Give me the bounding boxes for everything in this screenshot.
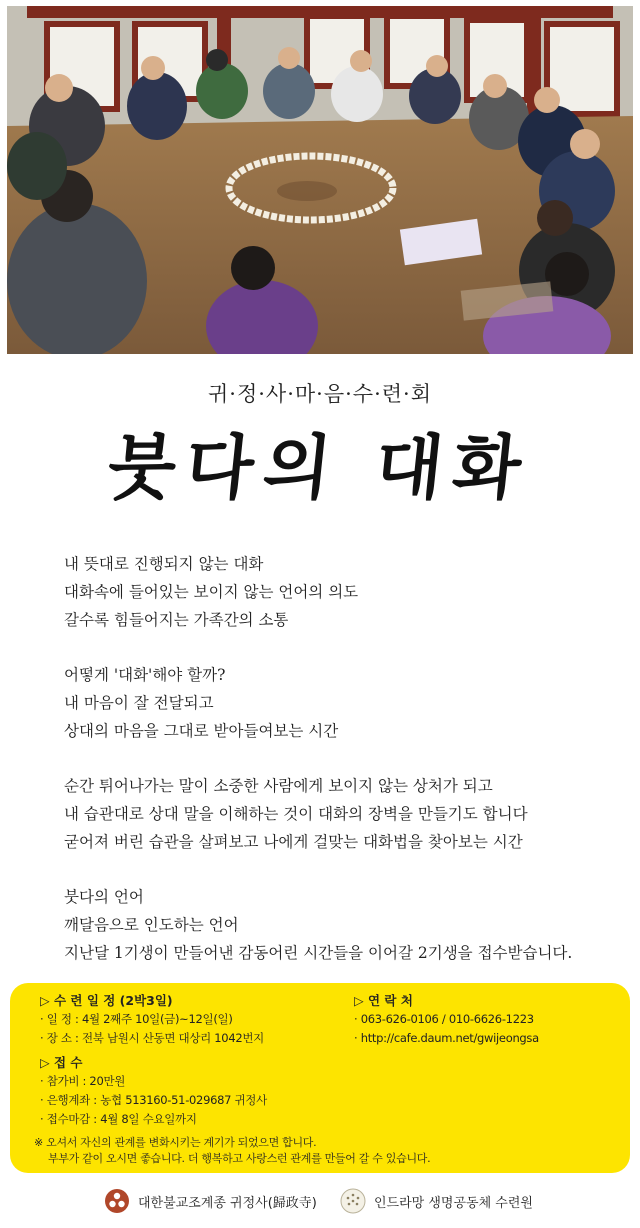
intro-paragraph-2 (64, 661, 624, 745)
contact-phone: · 063-626-0106 / 010-6626-1223 (354, 1012, 534, 1026)
contact-url[interactable]: · http://cafe.daum.net/gwijeongsa (354, 1031, 539, 1045)
note-section (34, 1135, 430, 1167)
note-line-2: 부부가 같이 오시면 좋습니다. 더 행복하고 사랑스런 관계를 만들어 갈 수 있습니다. (48, 1152, 431, 1165)
event-title: 붓다의 대화 (103, 426, 536, 509)
intro-paragraph-3 (64, 772, 624, 856)
temple-emblem-icon (104, 1188, 130, 1214)
org-indramang-label: 인드라망 생명공동체 수련원 (374, 1195, 533, 1211)
note-line-1: ※ 오셔서 자신의 관계를 변화시키는 계기가 되었으면 합니다. (34, 1136, 317, 1149)
intro-line: 순간 튀어나가는 말이 소중한 사람에게 보이지 않는 상처가 되고 (64, 777, 493, 795)
intro-line: 깨달음으로 인도하는 언어 (64, 916, 239, 934)
intro-line: 어떻게 '대화'해야 할까? (64, 666, 226, 684)
registration-deadline: · 접수마감 : 4월 8일 수요일까지 (40, 1112, 197, 1126)
registration-fee: · 참가비 : 20만원 (40, 1074, 126, 1088)
intro-line: 지난달 1기생이 만들어낸 감동어린 시간들을 이어갈 2기생을 접수받습니다. (64, 944, 573, 962)
intro-text (64, 550, 624, 994)
header-photo (7, 6, 633, 354)
intro-line: 내 뜻대로 진행되지 않는 대화 (64, 555, 264, 573)
info-box (10, 983, 630, 1173)
intro-paragraph-4 (64, 883, 624, 967)
intro-line: 붓다의 언어 (64, 888, 144, 906)
registration-bank: · 은행계좌 : 농협 513160-51-029687 귀정사 (40, 1093, 267, 1107)
schedule-section (40, 991, 264, 1048)
schedule-date: · 일 정 : 4월 2째주 10일(금)~12일(일) (40, 1012, 233, 1026)
intro-line: 갈수록 힘들어지는 가족간의 소통 (64, 611, 289, 629)
registration-heading: ▷ 접 수 (40, 1055, 83, 1070)
intro-line: 대화속에 들어있는 보이지 않는 언어의 의도 (64, 583, 359, 601)
contact-section (354, 991, 539, 1048)
intro-line: 내 습관대로 상대 말을 이해하는 것이 대화의 장벽을 만들기도 합니다 (64, 805, 528, 823)
indramang-logo-icon (340, 1188, 366, 1214)
org-temple (104, 1188, 317, 1214)
intro-line: 내 마음이 잘 전달되고 (64, 694, 214, 712)
intro-paragraph-1 (64, 550, 624, 634)
event-subtitle: 귀·정·사·마·음·수·련·회 (207, 382, 432, 406)
org-temple-label: 대한불교조계종 귀정사(歸政寺) (138, 1195, 317, 1211)
schedule-heading: ▷ 수 련 일 정 (2박3일) (40, 993, 173, 1008)
contact-heading: ▷ 연 락 처 (354, 993, 413, 1008)
intro-line: 상대의 마음을 그대로 받아들여보는 시간 (64, 722, 339, 740)
intro-line: 굳어져 버린 습관을 살펴보고 나에게 걸맞는 대화법을 찾아보는 시간 (64, 833, 523, 851)
footer (0, 1186, 640, 1222)
registration-section (40, 1053, 267, 1129)
org-indramang (340, 1188, 533, 1214)
schedule-place: · 장 소 : 전북 남원시 산동면 대상리 1042번지 (40, 1031, 264, 1045)
